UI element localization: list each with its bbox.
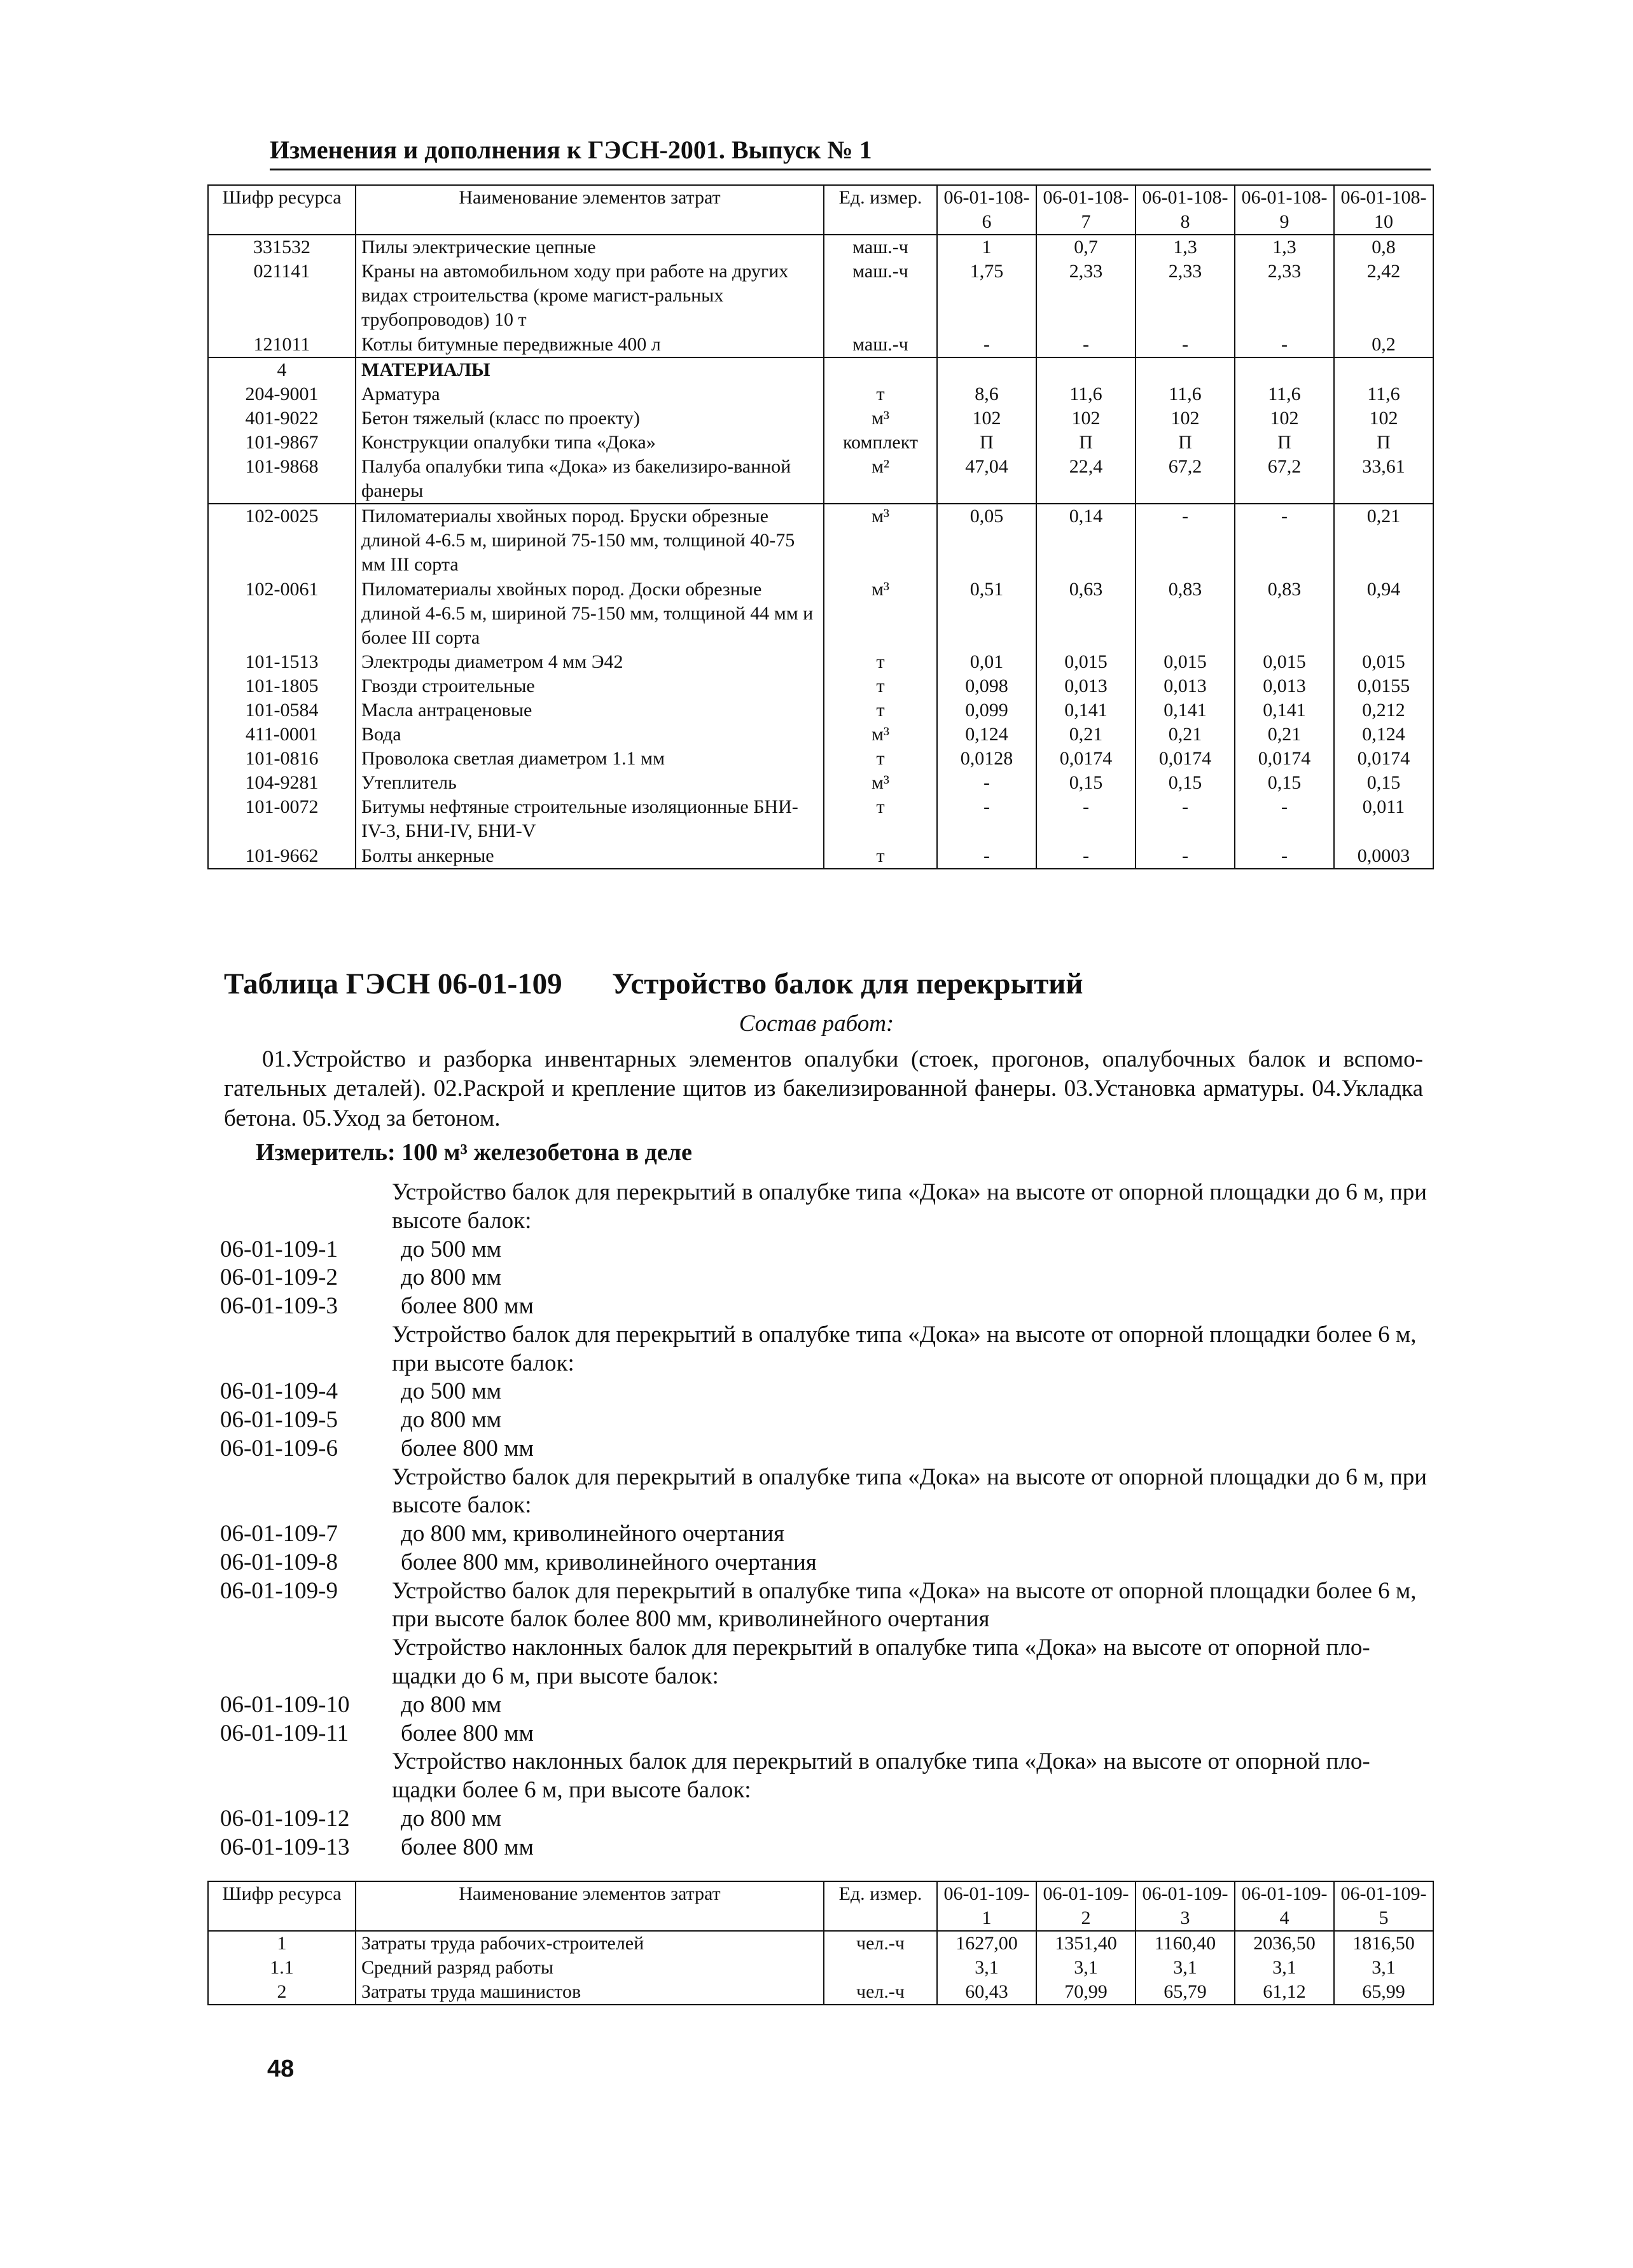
resource-unit: м³ xyxy=(824,577,937,650)
resource-value: 0,141 xyxy=(1235,698,1334,723)
list-item xyxy=(220,1321,1429,1378)
resource-code: 1 xyxy=(208,1931,356,1956)
resource-name: Утеплитель xyxy=(356,771,824,795)
resource-value: 0,015 xyxy=(1136,650,1235,674)
list-item xyxy=(220,1292,1429,1321)
resource-code: 101-0072 xyxy=(208,795,356,843)
resource-value: 102 xyxy=(937,406,1036,431)
resource-code: 104-9281 xyxy=(208,771,356,795)
list-item xyxy=(220,1834,1429,1862)
table-row xyxy=(208,455,1433,504)
table-row xyxy=(208,795,1433,843)
resource-value: - xyxy=(1235,504,1334,577)
item-description: до 500 мм xyxy=(401,1378,502,1405)
list-item xyxy=(220,1577,1429,1635)
table-row xyxy=(208,844,1433,869)
table-row xyxy=(208,333,1433,357)
item-code xyxy=(220,1463,392,1521)
list-item xyxy=(220,1691,1429,1720)
resource-unit: м³ xyxy=(824,504,937,577)
resource-code: 101-9662 xyxy=(208,844,356,869)
resource-value: 0,8 xyxy=(1334,235,1433,259)
resource-value: 11,6 xyxy=(1036,382,1136,406)
resource-value: 0,099 xyxy=(937,698,1036,723)
col-header: 06-01-109-1 xyxy=(937,1881,1036,1931)
resource-name: Арматура xyxy=(356,382,824,406)
resource-value: П xyxy=(1036,431,1136,455)
resource-value: 1 xyxy=(937,235,1036,259)
resource-name: Конструкции опалубки типа «Дока» xyxy=(356,431,824,455)
resource-value xyxy=(1136,357,1235,382)
table-row xyxy=(208,577,1433,650)
resource-value: 11,6 xyxy=(1235,382,1334,406)
col-header: Ед. измер. xyxy=(824,185,937,235)
resource-unit: чел.-ч xyxy=(824,1980,937,2005)
item-description: до 800 мм xyxy=(401,1691,502,1718)
resource-value xyxy=(1036,357,1136,382)
resource-value: - xyxy=(937,844,1036,869)
resource-name: Затраты труда рабочих-строителей xyxy=(356,1931,824,1956)
composition-label: Состав работ: xyxy=(739,1011,894,1037)
section-heading xyxy=(224,967,1083,1001)
list-item xyxy=(220,1805,1429,1834)
item-description: Устройство балок для перекрытий в опалубке типа «Дока» на высоте от опорной площадки до 6 м, при высоте балок: xyxy=(392,1463,1428,1519)
resource-value: 0,015 xyxy=(1036,650,1136,674)
col-header: Наименование элементов затрат xyxy=(356,1881,824,1931)
resource-code: 101-1513 xyxy=(208,650,356,674)
resource-value: 0,0155 xyxy=(1334,674,1433,698)
item-description: до 500 мм xyxy=(401,1236,502,1262)
page-number: 48 xyxy=(267,2056,295,2082)
table-row xyxy=(208,1931,1433,1956)
resource-code: 331532 xyxy=(208,235,356,259)
resource-value: 3,1 xyxy=(1136,1956,1235,1980)
resource-value: 2,33 xyxy=(1235,259,1334,332)
resource-value: 0,0174 xyxy=(1136,747,1235,771)
item-code: 06-01-109-7 xyxy=(220,1521,338,1547)
resource-code: 101-0584 xyxy=(208,698,356,723)
list-item xyxy=(220,1406,1429,1435)
resource-value: 0,15 xyxy=(1235,771,1334,795)
resource-value: 102 xyxy=(1036,406,1136,431)
list-item xyxy=(220,1435,1429,1463)
resource-code: 411-0001 xyxy=(208,723,356,747)
resource-value: 0,141 xyxy=(1136,698,1235,723)
resource-name: Масла антраценовые xyxy=(356,698,824,723)
resource-name: Пилы электрические цепные xyxy=(356,235,824,259)
col-header: Шифр ресурса xyxy=(208,185,356,235)
measure-unit: Измеритель: 100 м³ железобетона в деле xyxy=(256,1139,692,1166)
resource-value: 0,141 xyxy=(1036,698,1136,723)
list-item xyxy=(220,1549,1429,1577)
resource-code: 102-0061 xyxy=(208,577,356,650)
item-code: 06-01-109-5 xyxy=(220,1407,338,1434)
list-item xyxy=(220,1236,1429,1264)
resource-name: Гвозди строительные xyxy=(356,674,824,698)
resource-name: Болты анкерные xyxy=(356,844,824,869)
resource-value: 67,2 xyxy=(1136,455,1235,504)
resource-code: 204-9001 xyxy=(208,382,356,406)
resource-unit: маш.-ч xyxy=(824,235,937,259)
resource-value: 61,12 xyxy=(1235,1980,1334,2005)
resource-unit: т xyxy=(824,674,937,698)
resource-unit: т xyxy=(824,844,937,869)
resource-value: - xyxy=(1036,844,1136,869)
resource-value: 0,013 xyxy=(1036,674,1136,698)
resource-value: 0,015 xyxy=(1334,650,1433,674)
resource-value: - xyxy=(937,333,1036,357)
col-header: 06-01-108-8 xyxy=(1136,185,1235,235)
resource-value: 102 xyxy=(1136,406,1235,431)
resource-value: - xyxy=(1235,333,1334,357)
table-row xyxy=(208,357,1433,382)
resource-value xyxy=(937,357,1036,382)
list-item xyxy=(220,1520,1429,1549)
works-description: 01.Устройство и разборка инвентарных элементов опалубки (стоек, прогонов, опалубочных балок и вспомо-гательных деталей). 02.Раскрой и крепление щитов из бакелизированной фанеры. 03.Установка арматуры. 04.Укладка бетона. 05.Уход за бетоном. xyxy=(224,1046,1423,1131)
table-row xyxy=(208,1980,1433,2005)
col-header: 06-01-108-10 xyxy=(1334,185,1433,235)
resource-value: - xyxy=(1136,795,1235,843)
resource-code: 4 xyxy=(208,357,356,382)
resource-value: 0,21 xyxy=(1136,723,1235,747)
list-item xyxy=(220,1748,1429,1805)
table-header-row xyxy=(208,1881,1433,1931)
resource-name: Вода xyxy=(356,723,824,747)
resource-unit: м³ xyxy=(824,723,937,747)
item-description: Устройство балок для перекрытий в опалубке типа «Дока» на высоте от опорной площадки до 6 м, при высоте балок: xyxy=(392,1179,1428,1234)
resource-value xyxy=(1235,357,1334,382)
resource-value: 0,21 xyxy=(1334,504,1433,577)
resource-value: 2,33 xyxy=(1136,259,1235,332)
resource-value: - xyxy=(937,795,1036,843)
resource-value: 0,01 xyxy=(937,650,1036,674)
resource-value: 0,0174 xyxy=(1235,747,1334,771)
resource-value: П xyxy=(937,431,1036,455)
resource-name: Пиломатериалы хвойных пород. Бруски обрезные длиной 4-6.5 м, шириной 75-150 мм, толщиной 40-75 мм III сорта xyxy=(356,504,824,577)
resource-value: П xyxy=(1235,431,1334,455)
resource-unit: т xyxy=(824,650,937,674)
item-description: до 800 мм xyxy=(401,1264,502,1291)
resource-name: Котлы битумные передвижные 400 л xyxy=(356,333,824,357)
resource-value: 0,21 xyxy=(1235,723,1334,747)
resource-value: 2036,50 xyxy=(1235,1931,1334,1956)
resource-value: 0,011 xyxy=(1334,795,1433,843)
resource-code: 2 xyxy=(208,1980,356,2005)
resource-unit: комплект xyxy=(824,431,937,455)
resource-code: 101-9867 xyxy=(208,431,356,455)
list-item xyxy=(220,1264,1429,1292)
resource-unit xyxy=(824,357,937,382)
resource-value: 60,43 xyxy=(937,1980,1036,2005)
resource-value: 0,51 xyxy=(937,577,1036,650)
resource-code: 1.1 xyxy=(208,1956,356,1980)
resource-value: 11,6 xyxy=(1334,382,1433,406)
resource-name: Бетон тяжелый (класс по проекту) xyxy=(356,406,824,431)
resource-value: 2,42 xyxy=(1334,259,1433,332)
table-row xyxy=(208,504,1433,577)
resource-value: 0,14 xyxy=(1036,504,1136,577)
list-item xyxy=(220,1634,1429,1691)
resource-value: 0,015 xyxy=(1235,650,1334,674)
resource-value: 0,83 xyxy=(1136,577,1235,650)
resource-value: 65,79 xyxy=(1136,1980,1235,2005)
col-header: 06-01-109-4 xyxy=(1235,1881,1334,1931)
resource-name: Затраты труда машинистов xyxy=(356,1980,824,2005)
item-code: 06-01-109-9 xyxy=(220,1577,338,1604)
resource-value: 22,4 xyxy=(1036,455,1136,504)
section-title: Устройство балок для перекрытий xyxy=(612,967,1083,1000)
table-row xyxy=(208,723,1433,747)
resource-value: 0,21 xyxy=(1036,723,1136,747)
resource-value: 0,15 xyxy=(1036,771,1136,795)
resource-value: 1816,50 xyxy=(1334,1931,1433,1956)
table-row xyxy=(208,674,1433,698)
item-description: до 800 мм xyxy=(401,1407,502,1434)
resource-value: 0,15 xyxy=(1334,771,1433,795)
resource-value: - xyxy=(1235,844,1334,869)
item-description: Устройство наклонных балок для перекрытий в опалубке типа «Дока» на высоте от опорной пло-щадки до 6 м, при высоте балок: xyxy=(392,1635,1370,1690)
item-description: более 800 мм xyxy=(401,1435,534,1462)
resource-value: 1,3 xyxy=(1136,235,1235,259)
item-code: 06-01-109-13 xyxy=(220,1834,350,1860)
item-code: 06-01-109-11 xyxy=(220,1720,349,1746)
section-number: Таблица ГЭСН 06-01-109 xyxy=(224,967,562,1000)
resource-value: 1160,40 xyxy=(1136,1931,1235,1956)
table-row xyxy=(208,382,1433,406)
item-description: более 800 мм xyxy=(401,1293,534,1320)
resource-value: 3,1 xyxy=(937,1956,1036,1980)
resource-value: 1351,40 xyxy=(1036,1931,1136,1956)
col-header: Ед. измер. xyxy=(824,1881,937,1931)
item-code: 06-01-109-4 xyxy=(220,1378,338,1405)
resource-value: - xyxy=(1036,333,1136,357)
item-description: более 800 мм, криволинейного очертания xyxy=(401,1549,817,1575)
resource-value: 11,6 xyxy=(1136,382,1235,406)
resource-name: Пиломатериалы хвойных пород. Доски обрезные длиной 4-6.5 м, шириной 75-150 мм, толщиной 44 мм и более III сорта xyxy=(356,577,824,650)
resource-code: 102-0025 xyxy=(208,504,356,577)
col-header: 06-01-108-7 xyxy=(1036,185,1136,235)
resource-code: 101-9868 xyxy=(208,455,356,504)
resource-value xyxy=(1334,357,1433,382)
resource-code: 121011 xyxy=(208,333,356,357)
item-description: более 800 мм xyxy=(401,1834,534,1860)
item-code: 06-01-109-12 xyxy=(220,1805,350,1832)
resource-code: 021141 xyxy=(208,259,356,332)
col-header: 06-01-108-6 xyxy=(937,185,1036,235)
resource-unit: м³ xyxy=(824,771,937,795)
item-code: 06-01-109-8 xyxy=(220,1549,338,1575)
resource-value: 0,05 xyxy=(937,504,1036,577)
resource-value: 102 xyxy=(1334,406,1433,431)
resource-value: 1,3 xyxy=(1235,235,1334,259)
item-code xyxy=(220,1634,392,1691)
table-row xyxy=(208,406,1433,431)
resource-unit: м³ xyxy=(824,406,937,431)
resource-value: 0,212 xyxy=(1334,698,1433,723)
resource-value: 3,1 xyxy=(1334,1956,1433,1980)
resource-code: 101-1805 xyxy=(208,674,356,698)
resource-value: - xyxy=(1036,795,1136,843)
item-description: до 800 мм xyxy=(401,1805,502,1832)
resource-unit: т xyxy=(824,747,937,771)
resource-unit: м² xyxy=(824,455,937,504)
table-row xyxy=(208,747,1433,771)
item-code: 06-01-109-6 xyxy=(220,1435,338,1462)
resource-value: 0,63 xyxy=(1036,577,1136,650)
item-code: 06-01-109-2 xyxy=(220,1264,338,1291)
resource-value: 1627,00 xyxy=(937,1931,1036,1956)
item-code: 06-01-109-1 xyxy=(220,1236,338,1262)
item-description: Устройство балок для перекрытий в опалубке типа «Дока» на высоте от опорной площадки более 6 м, при высоте балок более 800 мм, криволинейного очертания xyxy=(392,1577,1417,1633)
resource-value: 2,33 xyxy=(1036,259,1136,332)
item-code: 06-01-109-3 xyxy=(220,1293,338,1320)
resource-value: 0,15 xyxy=(1136,771,1235,795)
item-description: до 800 мм, криволинейного очертания xyxy=(401,1521,785,1547)
resource-value: - xyxy=(1136,504,1235,577)
resource-name: Проволока светлая диаметром 1.1 мм xyxy=(356,747,824,771)
resource-value: 67,2 xyxy=(1235,455,1334,504)
resource-name: Палуба опалубки типа «Дока» из бакелизиро-ванной фанеры xyxy=(356,455,824,504)
resource-table-108 xyxy=(207,184,1434,869)
resource-code: 101-0816 xyxy=(208,747,356,771)
resource-value: 0,013 xyxy=(1136,674,1235,698)
resource-name: Средний разряд работы xyxy=(356,1956,824,1980)
table-row xyxy=(208,259,1433,332)
resource-value: 0,0003 xyxy=(1334,844,1433,869)
table-row xyxy=(208,771,1433,795)
resource-name: Битумы нефтяные строительные изоляционные БНИ-IV-3, БНИ-IV, БНИ-V xyxy=(356,795,824,843)
item-code xyxy=(220,1179,392,1236)
table-header-row xyxy=(208,185,1433,235)
table-row xyxy=(208,431,1433,455)
resource-value: 0,83 xyxy=(1235,577,1334,650)
resource-unit: маш.-ч xyxy=(824,259,937,332)
resource-value: 3,1 xyxy=(1235,1956,1334,1980)
item-code xyxy=(220,1321,392,1378)
table-row xyxy=(208,235,1433,259)
resource-value: 0,94 xyxy=(1334,577,1433,650)
item-code xyxy=(220,1748,392,1805)
resource-unit: т xyxy=(824,698,937,723)
resource-name: Краны на автомобильном ходу при работе на других видах строительства (кроме магист-ральных трубопроводов) 10 т xyxy=(356,259,824,332)
resource-unit: чел.-ч xyxy=(824,1931,937,1956)
resource-value: 1,75 xyxy=(937,259,1036,332)
resource-value: 0,2 xyxy=(1334,333,1433,357)
page-header: Изменения и дополнения к ГЭСН-2001. Выпуск № 1 xyxy=(270,135,1431,170)
resource-value: 33,61 xyxy=(1334,455,1433,504)
table-row xyxy=(208,650,1433,674)
resource-value: 8,6 xyxy=(937,382,1036,406)
resource-value: 47,04 xyxy=(937,455,1036,504)
resource-table-109 xyxy=(207,1881,1434,2005)
col-header: Наименование элементов затрат xyxy=(356,185,824,235)
resource-unit: т xyxy=(824,795,937,843)
resource-value: 0,124 xyxy=(937,723,1036,747)
col-header: 06-01-109-3 xyxy=(1136,1881,1235,1931)
resource-value: П xyxy=(1136,431,1235,455)
resource-value: 70,99 xyxy=(1036,1980,1136,2005)
list-item xyxy=(220,1463,1429,1521)
list-item xyxy=(220,1378,1429,1406)
resource-name: Электроды диаметром 4 мм Э42 xyxy=(356,650,824,674)
item-description: Устройство наклонных балок для перекрытий в опалубке типа «Дока» на высоте от опорной пло-щадки более 6 м, при высоте балок: xyxy=(392,1748,1370,1804)
list-item xyxy=(220,1179,1429,1236)
list-item xyxy=(220,1720,1429,1748)
table-row xyxy=(208,1956,1433,1980)
resource-value: 0,013 xyxy=(1235,674,1334,698)
resource-value: 0,0174 xyxy=(1334,747,1433,771)
resource-value: 3,1 xyxy=(1036,1956,1136,1980)
col-header: 06-01-108-9 xyxy=(1235,185,1334,235)
resource-code: 401-9022 xyxy=(208,406,356,431)
resource-value: 0,0174 xyxy=(1036,747,1136,771)
col-header: 06-01-109-5 xyxy=(1334,1881,1433,1931)
col-header: 06-01-109-2 xyxy=(1036,1881,1136,1931)
resource-value: 0,124 xyxy=(1334,723,1433,747)
resource-name: МАТЕРИАЛЫ xyxy=(356,357,824,382)
resource-value: 0,098 xyxy=(937,674,1036,698)
resource-value: 102 xyxy=(1235,406,1334,431)
item-description: более 800 мм xyxy=(401,1720,534,1746)
resource-value: П xyxy=(1334,431,1433,455)
table-row xyxy=(208,698,1433,723)
norm-item-list xyxy=(220,1179,1429,1862)
resource-value: - xyxy=(1235,795,1334,843)
resource-value: - xyxy=(1136,333,1235,357)
col-header: Шифр ресурса xyxy=(208,1881,356,1931)
resource-value: 0,0128 xyxy=(937,747,1036,771)
item-description: Устройство балок для перекрытий в опалубке типа «Дока» на высоте от опорной площадки более 6 м, при высоте балок: xyxy=(392,1321,1417,1376)
item-code: 06-01-109-10 xyxy=(220,1691,350,1718)
resource-value: 65,99 xyxy=(1334,1980,1433,2005)
resource-unit: маш.-ч xyxy=(824,333,937,357)
resource-value: - xyxy=(937,771,1036,795)
resource-value: - xyxy=(1136,844,1235,869)
resource-value: 0,7 xyxy=(1036,235,1136,259)
resource-unit: т xyxy=(824,382,937,406)
resource-unit xyxy=(824,1956,937,1980)
